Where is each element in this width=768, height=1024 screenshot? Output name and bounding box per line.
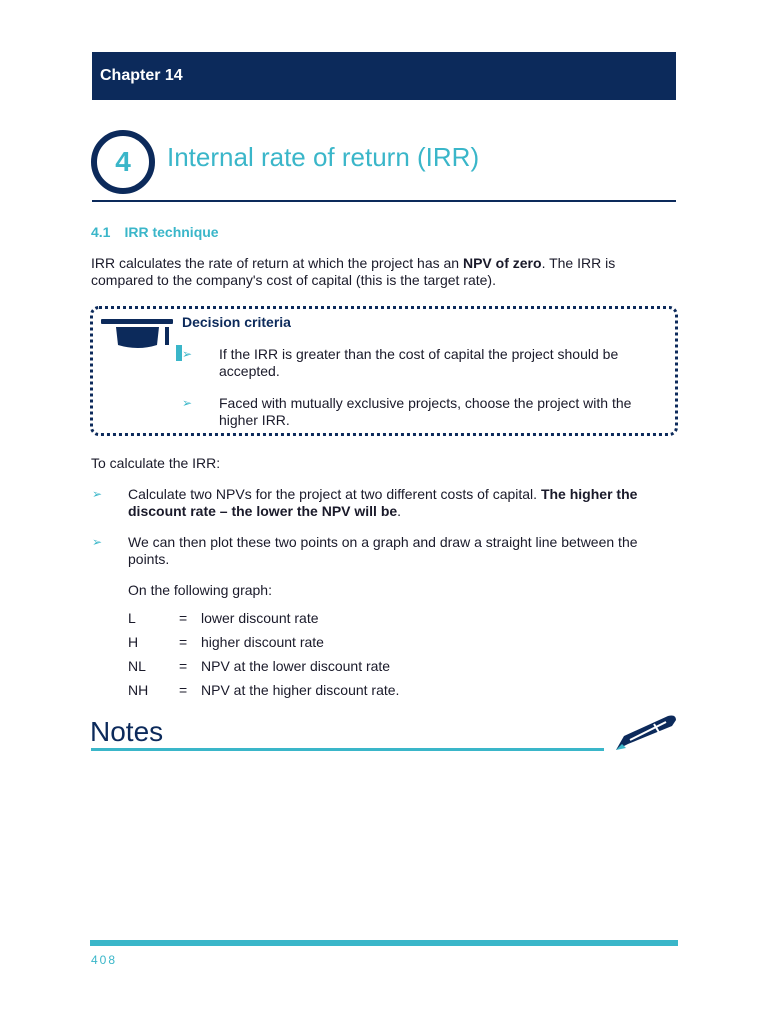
calculate-intro: To calculate the IRR: (91, 455, 221, 471)
pen-icon (610, 710, 680, 755)
footer-rule (90, 940, 678, 946)
section-number: 4 (115, 146, 131, 177)
decision-bullet-1: If the IRR is greater than the cost of capital the project should be accepted. (219, 346, 619, 379)
calc-bullet-2: We can then plot these two points on a graph and draw a straight line between the points. (128, 534, 638, 567)
intro-paragraph (91, 255, 681, 289)
bullet-arrow-icon: ➢ (92, 535, 103, 549)
subsection-number: 4.1 (91, 224, 111, 240)
calc-bullet-1-bold: The higher the discount rate – the lower the NPV will be (128, 486, 638, 519)
bullet-arrow-icon: ➢ (92, 487, 103, 501)
definition-description: NPV at the lower discount rate (201, 658, 391, 674)
decision-criteria-title: Decision criteria (182, 314, 291, 330)
definition-equals: = (179, 658, 188, 674)
intro-bold: NPV of zero (462, 255, 542, 271)
subsection-title: IRR technique (124, 224, 219, 240)
definition-term: L (128, 610, 136, 626)
definition-description: higher discount rate (201, 634, 324, 650)
bullet-arrow-icon: ➢ (182, 396, 193, 410)
notes-underline (91, 748, 604, 751)
definition-equals: = (179, 634, 188, 650)
definition-equals: = (179, 682, 188, 698)
intro-text-end: . The IRR is compared to the company's cost of capital (this is the target rate). (91, 255, 616, 288)
mortarboard-icon (101, 315, 177, 361)
notes-title: Notes (90, 716, 164, 747)
chapter-header-bar (92, 52, 676, 100)
definition-term: NH (128, 682, 149, 698)
intro-text: IRR calculates the rate of return at which the project has an (91, 255, 463, 271)
definition-term: NL (128, 658, 146, 674)
decision-bullet-2: Faced with mutually exclusive projects, choose the project with the higher IRR. (219, 395, 632, 428)
section-divider (92, 200, 676, 202)
section-title: Internal rate of return (IRR) (167, 142, 480, 172)
bullet-arrow-icon: ➢ (182, 347, 193, 361)
definition-equals: = (179, 610, 188, 626)
definition-description: lower discount rate (201, 610, 319, 626)
section-number-badge (91, 130, 155, 194)
graph-intro: On the following graph: (128, 582, 272, 598)
calc-bullet-1-text: Calculate two NPVs for the project at two different costs of capital. (128, 486, 541, 502)
definition-description: NPV at the higher discount rate. (201, 682, 400, 698)
calc-bullet-1-end: . (397, 503, 402, 519)
subsection-heading (91, 224, 219, 240)
definition-term: H (128, 634, 139, 650)
page-number: 408 (91, 953, 118, 967)
calc-bullet-1 (128, 486, 676, 520)
chapter-label: Chapter 14 (100, 67, 183, 84)
